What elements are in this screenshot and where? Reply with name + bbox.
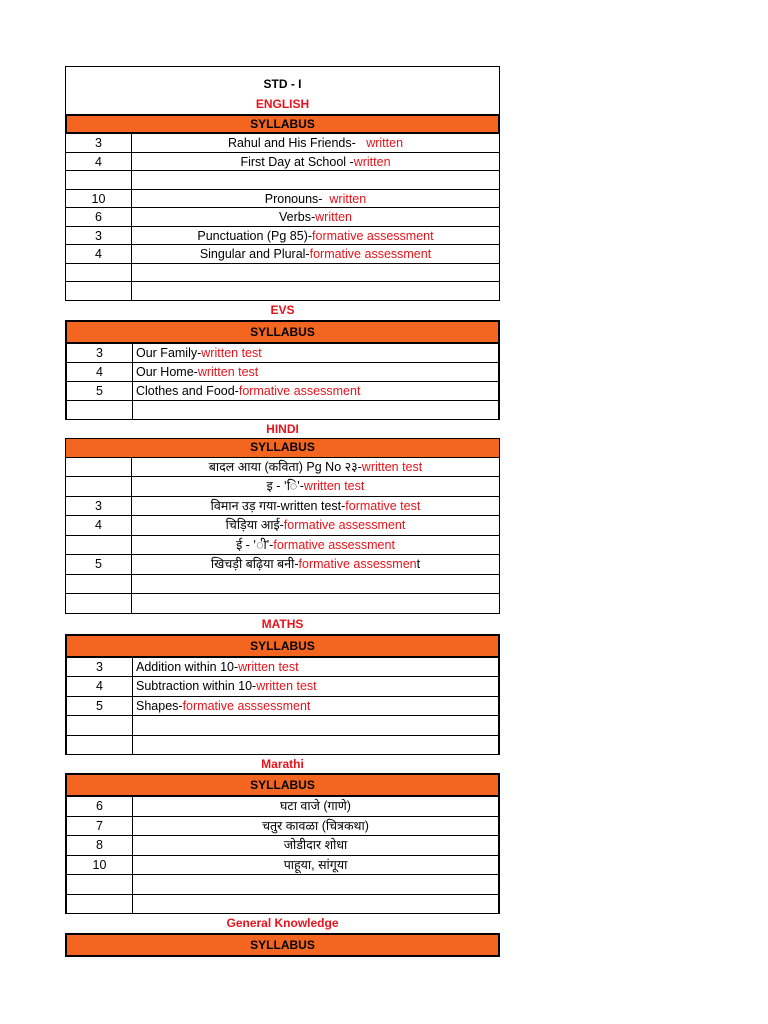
english-lesson-number: 10 — [66, 190, 132, 208]
hindi-lesson-title: चिड़िया आई- — [225, 518, 284, 532]
marathi-syllabus-header: SYLLABUS — [65, 773, 500, 797]
maths-assessment-type: written test — [256, 679, 317, 693]
english-assessment-type: written — [366, 136, 404, 150]
english-lesson-cell — [132, 208, 499, 226]
maths-table-row — [65, 697, 500, 717]
marathi-lesson-cell — [133, 856, 498, 875]
evs-assessment-type: formative assessment — [238, 383, 361, 398]
english-lesson-number: 3 — [66, 134, 132, 152]
english-heading: ENGLISH — [65, 95, 500, 114]
maths-lesson-title: Subtraction within 10- — [136, 679, 257, 693]
evs-table-row — [65, 382, 500, 401]
english-lesson-number: 3 — [66, 227, 132, 245]
english-lesson-cell — [132, 190, 499, 208]
syllabus-sheet — [65, 66, 500, 957]
maths-table-row — [65, 716, 500, 736]
evs-lesson-number: 3 — [67, 344, 133, 362]
marathi-lesson-cell — [133, 817, 498, 836]
hindi-table-row — [65, 594, 500, 614]
hindi-syllabus-header: SYLLABUS — [65, 438, 500, 458]
english-lesson-cell — [132, 282, 499, 300]
marathi-table-row — [65, 817, 500, 837]
english-lesson-number: 4 — [66, 153, 132, 171]
maths-lesson-cell — [133, 677, 498, 696]
hindi-table-row — [65, 536, 500, 556]
english-lesson-title: Punctuation (Pg 85)- — [197, 228, 313, 243]
evs-table-row — [65, 344, 500, 363]
evs-lesson-cell — [133, 401, 498, 419]
marathi-lesson-number: 7 — [67, 817, 133, 836]
evs-assessment-type: written test — [197, 364, 259, 379]
marathi-table-row — [65, 875, 500, 895]
hindi-lesson-cell — [132, 497, 499, 516]
hindi-table-row — [65, 497, 500, 517]
english-table — [65, 134, 500, 301]
hindi-assessment-type: formative assessment — [273, 537, 395, 552]
maths-table-row — [65, 677, 500, 697]
maths-lesson-title: Shapes- — [136, 698, 183, 713]
marathi-heading: Marathi — [261, 757, 304, 771]
marathi-lesson-title: घटा वाजे (गाणे) — [280, 799, 351, 813]
maths-table-row — [65, 658, 500, 678]
evs-table-row — [65, 401, 500, 420]
maths-heading: MATHS — [261, 616, 304, 631]
maths-table-row — [65, 736, 500, 756]
maths-lesson-number: 3 — [67, 658, 133, 677]
english-assessment-type: written — [353, 154, 391, 169]
hindi-lesson-title: विमान उड़ गया-written test- — [210, 498, 346, 513]
english-lesson-title: Singular and Plural- — [199, 247, 310, 261]
hindi-table-row — [65, 477, 500, 497]
maths-lesson-cell — [133, 716, 498, 735]
english-assessment-type: formative assessment — [312, 228, 434, 243]
hindi-lesson-title: इ - 'ि'- — [266, 479, 304, 493]
english-lesson-title: Rahul and His Friends- — [227, 136, 367, 150]
maths-lesson-cell — [133, 658, 498, 677]
hindi-table-row — [65, 516, 500, 536]
hindi-lesson-number: 4 — [66, 516, 132, 535]
title-cell — [65, 66, 500, 95]
maths-assessment-type: formative asssessment — [182, 698, 311, 713]
english-table-row — [65, 264, 500, 283]
evs-lesson-title: Our Home- — [136, 364, 198, 379]
evs-heading: EVS — [270, 302, 295, 317]
evs-assessment-type: written test — [201, 345, 262, 360]
english-lesson-number — [66, 282, 132, 300]
english-table-row — [65, 208, 500, 227]
hindi-assessment-type: formative assessmen — [298, 557, 417, 571]
marathi-lesson-cell — [133, 875, 498, 894]
marathi-lesson-number: 8 — [67, 836, 133, 855]
english-assessment-type: formative assessment — [309, 247, 432, 261]
hindi-table — [65, 458, 500, 614]
evs-lesson-number — [67, 401, 133, 419]
class-title: STD - I — [263, 77, 302, 91]
maths-syllabus-header: SYLLABUS — [65, 634, 500, 658]
gk-syllabus-header: SYLLABUS — [65, 933, 500, 957]
marathi-table — [65, 797, 500, 914]
hindi-lesson-number — [66, 594, 132, 613]
marathi-lesson-number — [67, 875, 133, 894]
evs-lesson-title: Our Family- — [136, 345, 202, 360]
english-table-row — [65, 245, 500, 264]
english-lesson-number — [66, 171, 132, 189]
hindi-assessment-suffix: t — [416, 557, 421, 571]
english-lesson-cell — [132, 153, 499, 171]
hindi-lesson-cell — [132, 555, 499, 574]
english-table-row — [65, 134, 500, 153]
english-table-row — [65, 171, 500, 190]
english-assessment-type: written — [329, 191, 367, 206]
maths-lesson-number: 5 — [67, 697, 133, 716]
hindi-lesson-cell — [132, 458, 499, 477]
english-lesson-number: 4 — [66, 245, 132, 263]
english-table-row — [65, 153, 500, 172]
hindi-lesson-cell — [132, 516, 499, 535]
hindi-assessment-type: written test — [303, 479, 365, 493]
evs-lesson-number: 4 — [67, 363, 133, 381]
english-lesson-cell — [132, 134, 499, 152]
hindi-lesson-cell — [132, 477, 499, 496]
evs-lesson-cell — [133, 344, 498, 362]
hindi-assessment-type: formative assessment — [283, 518, 406, 532]
english-lesson-cell — [132, 245, 499, 263]
marathi-lesson-number: 10 — [67, 856, 133, 875]
english-table-row — [65, 190, 500, 209]
hindi-heading: HINDI — [266, 421, 299, 436]
hindi-table-row — [65, 575, 500, 595]
maths-table — [65, 658, 500, 756]
hindi-lesson-number — [66, 575, 132, 594]
english-syllabus-header: SYLLABUS — [65, 114, 500, 134]
hindi-lesson-title: खिचड़ी बढ़िया बनी- — [210, 557, 299, 571]
evs-syllabus-header: SYLLABUS — [65, 320, 500, 344]
marathi-lesson-title: जोडीदार शोधा — [283, 838, 348, 852]
hindi-lesson-number — [66, 458, 132, 477]
english-lesson-cell — [132, 227, 499, 245]
marathi-lesson-cell — [133, 836, 498, 855]
marathi-lesson-title: पाहूया, सांगूया — [283, 857, 348, 872]
marathi-lesson-cell — [133, 895, 498, 914]
marathi-table-row — [65, 895, 500, 915]
marathi-lesson-number — [67, 895, 133, 914]
hindi-table-row — [65, 555, 500, 575]
english-lesson-title: Pronouns- — [264, 191, 330, 206]
marathi-table-row — [65, 797, 500, 817]
marathi-lesson-title: चतुर कावळा (चित्रकथा) — [262, 818, 369, 833]
evs-table-row — [65, 363, 500, 382]
english-lesson-title: Verbs- — [279, 210, 316, 224]
hindi-lesson-title: बादल आया (कविता) Pg No २३- — [208, 459, 362, 474]
maths-lesson-number — [67, 736, 133, 755]
marathi-lesson-number: 6 — [67, 797, 133, 816]
hindi-assessment-type: formative test — [345, 498, 421, 513]
evs-lesson-cell — [133, 382, 498, 400]
marathi-table-row — [65, 836, 500, 856]
hindi-lesson-cell — [132, 594, 499, 613]
gk-heading: General Knowledge — [226, 916, 339, 930]
english-lesson-number — [66, 264, 132, 282]
english-lesson-title: First Day at School - — [240, 154, 354, 169]
evs-table — [65, 344, 500, 420]
english-lesson-cell — [132, 264, 499, 282]
hindi-lesson-number: 3 — [66, 497, 132, 516]
marathi-lesson-cell — [133, 797, 498, 816]
hindi-table-row — [65, 458, 500, 478]
english-table-row — [65, 227, 500, 246]
evs-lesson-cell — [133, 363, 498, 381]
evs-lesson-title: Clothes and Food- — [136, 383, 239, 398]
english-assessment-type: written — [315, 210, 352, 224]
hindi-lesson-number — [66, 477, 132, 496]
maths-lesson-number: 4 — [67, 677, 133, 696]
english-lesson-cell — [132, 171, 499, 189]
hindi-lesson-cell — [132, 536, 499, 555]
maths-lesson-cell — [133, 736, 498, 755]
hindi-assessment-type: written test — [361, 459, 423, 474]
hindi-lesson-number — [66, 536, 132, 555]
hindi-lesson-cell — [132, 575, 499, 594]
maths-assessment-type: written test — [238, 659, 299, 674]
maths-lesson-title: Addition within 10- — [136, 659, 239, 674]
marathi-table-row — [65, 856, 500, 876]
evs-lesson-number: 5 — [67, 382, 133, 400]
maths-lesson-cell — [133, 697, 498, 716]
hindi-lesson-title: ई - 'ी'- — [236, 537, 274, 552]
english-table-row — [65, 282, 500, 301]
hindi-lesson-number: 5 — [66, 555, 132, 574]
english-lesson-number: 6 — [66, 208, 132, 226]
maths-lesson-number — [67, 716, 133, 735]
